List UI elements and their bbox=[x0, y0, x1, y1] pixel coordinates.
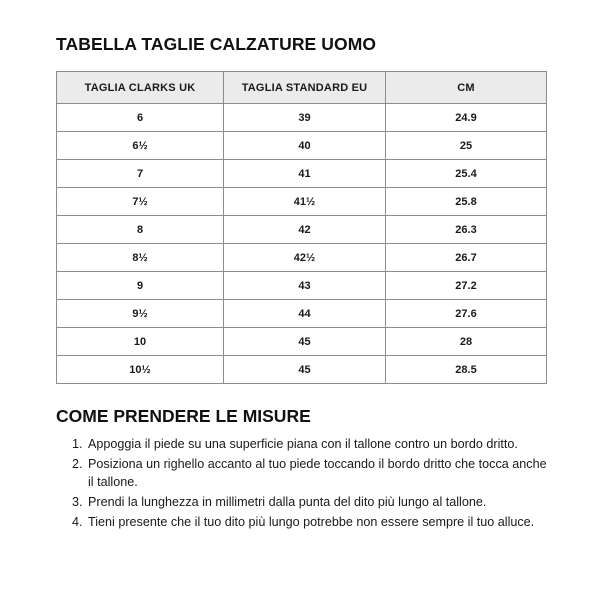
cell-cm: 26.7 bbox=[386, 244, 547, 272]
list-item: 1. Appoggia il piede su una superficie piana con il tallone contro un bordo dritto. bbox=[86, 435, 548, 454]
cell-eu: 42 bbox=[224, 216, 386, 244]
cell-cm: 25 bbox=[386, 132, 547, 160]
table-row bbox=[57, 244, 547, 272]
cell-cm: 24.9 bbox=[386, 104, 547, 132]
cell-cm: 27.6 bbox=[386, 300, 547, 328]
list-item: 4. Tieni presente che il tuo dito più lungo potrebbe non essere sempre il tuo alluce. bbox=[86, 513, 548, 532]
cell-eu: 40 bbox=[224, 132, 386, 160]
column-header-uk: TAGLIA CLARKS UK bbox=[57, 72, 224, 104]
cell-eu: 41 bbox=[224, 160, 386, 188]
instructions-heading: COME PRENDERE LE MISURE bbox=[56, 406, 311, 426]
column-header-eu: TAGLIA STANDARD EU bbox=[224, 72, 386, 104]
cell-uk: 7½ bbox=[57, 188, 224, 216]
table-row bbox=[57, 132, 547, 160]
cell-cm: 27.2 bbox=[386, 272, 547, 300]
cell-uk: 10 bbox=[57, 328, 224, 356]
cell-uk: 8½ bbox=[57, 244, 224, 272]
cell-uk: 9 bbox=[57, 272, 224, 300]
cell-cm: 28 bbox=[386, 328, 547, 356]
list-item: 3. Prendi la lunghezza in millimetri dalla punta del dito più lungo al tallone. bbox=[86, 493, 548, 512]
instructions-list bbox=[56, 435, 548, 531]
cell-uk: 9½ bbox=[57, 300, 224, 328]
cell-uk: 10½ bbox=[57, 356, 224, 384]
page-title: TABELLA TAGLIE CALZATURE UOMO bbox=[56, 34, 377, 54]
cell-eu: 41½ bbox=[224, 188, 386, 216]
cell-eu: 44 bbox=[224, 300, 386, 328]
table-row bbox=[57, 104, 547, 132]
cell-cm: 26.3 bbox=[386, 216, 547, 244]
cell-eu: 45 bbox=[224, 356, 386, 384]
table-row bbox=[57, 272, 547, 300]
table-header-row bbox=[57, 72, 547, 104]
cell-uk: 6 bbox=[57, 104, 224, 132]
table-row bbox=[57, 300, 547, 328]
table-row bbox=[57, 356, 547, 384]
cell-eu: 45 bbox=[224, 328, 386, 356]
table-row bbox=[57, 328, 547, 356]
column-header-cm: CM bbox=[386, 72, 547, 104]
cell-eu: 42½ bbox=[224, 244, 386, 272]
cell-cm: 25.4 bbox=[386, 160, 547, 188]
cell-uk: 6½ bbox=[57, 132, 224, 160]
cell-eu: 43 bbox=[224, 272, 386, 300]
size-chart-table bbox=[56, 71, 547, 384]
table-row bbox=[57, 188, 547, 216]
table-body bbox=[57, 104, 547, 384]
cell-cm: 28.5 bbox=[386, 356, 547, 384]
cell-cm: 25.8 bbox=[386, 188, 547, 216]
cell-uk: 8 bbox=[57, 216, 224, 244]
cell-uk: 7 bbox=[57, 160, 224, 188]
list-item: 2. Posiziona un righello accanto al tuo piede toccando il bordo dritto che tocca anche il tallone. bbox=[86, 455, 548, 492]
table-row bbox=[57, 216, 547, 244]
table-row bbox=[57, 160, 547, 188]
table-header bbox=[57, 72, 547, 104]
cell-eu: 39 bbox=[224, 104, 386, 132]
